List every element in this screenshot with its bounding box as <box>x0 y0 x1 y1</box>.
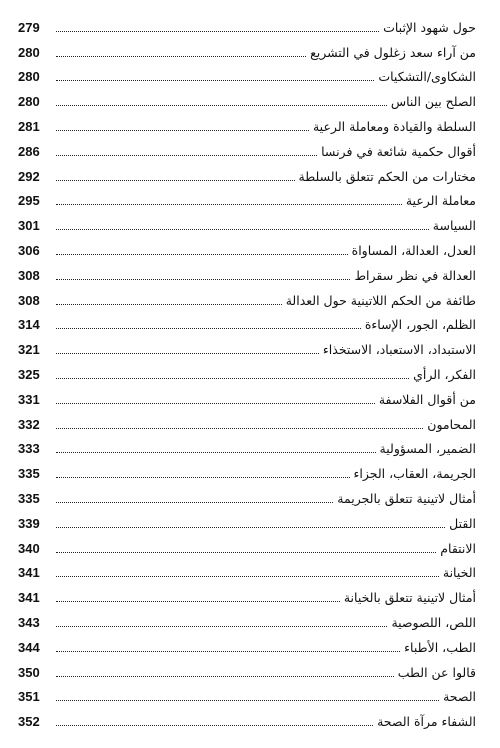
toc-title: المحامون <box>427 416 476 432</box>
dot-leader <box>56 254 348 255</box>
toc-page-number: 286 <box>18 143 40 159</box>
dot-leader <box>56 428 423 429</box>
toc-title: الخيانة <box>442 565 476 581</box>
dot-leader <box>56 403 375 404</box>
toc-page-number: 335 <box>18 490 40 506</box>
dot-leader <box>56 180 295 181</box>
toc-title: الظلم، الجور، الإساءة <box>364 317 476 333</box>
toc-page-number: 308 <box>18 267 40 283</box>
toc-title: حول شهود الإثبات <box>383 19 476 35</box>
toc-title: الضمير، المسؤولية <box>379 441 476 457</box>
toc-page-number: 325 <box>18 366 40 382</box>
toc-page-number: 343 <box>18 614 40 630</box>
toc-page-number: 351 <box>18 689 40 705</box>
toc-page-number: 280 <box>18 94 40 110</box>
dot-leader <box>56 725 373 726</box>
toc-entry <box>18 236 476 261</box>
dot-leader <box>56 328 361 329</box>
dot-leader <box>56 56 306 57</box>
dot-leader <box>56 378 409 379</box>
dot-leader <box>56 676 394 677</box>
toc-entry <box>18 385 476 410</box>
toc-page-number: 341 <box>18 590 40 606</box>
toc-title: أمثال لاتينية تتعلق بالخيانة <box>343 590 476 606</box>
dot-leader <box>56 651 400 652</box>
dot-leader <box>56 304 282 305</box>
toc-title: أمثال لاتينية تتعلق بالجريمة <box>337 490 476 506</box>
toc-page-number: 335 <box>18 466 40 482</box>
toc-title: العدل، العدالة، المساواة <box>351 242 476 258</box>
dot-leader <box>56 80 374 81</box>
toc-entry <box>18 534 476 559</box>
toc-page-number: 321 <box>18 342 40 358</box>
toc-entry <box>18 707 476 732</box>
dot-leader <box>56 204 402 205</box>
toc-title: طائفة من الحكم اللاتينية حول العدالة <box>285 292 476 308</box>
toc-page-number: 340 <box>18 540 40 556</box>
dot-leader <box>56 527 445 528</box>
toc-entry <box>18 187 476 212</box>
toc-page-number: 281 <box>18 118 40 134</box>
dot-leader <box>56 130 309 131</box>
toc-page-number: 332 <box>18 416 40 432</box>
toc-page-number: 295 <box>18 193 40 209</box>
toc-entry <box>18 286 476 311</box>
dot-leader <box>56 279 350 280</box>
toc-title: العدالة في نظر سقراط <box>354 267 476 283</box>
toc-entry <box>18 410 476 435</box>
toc-entry <box>18 211 476 236</box>
toc-entry <box>18 137 476 162</box>
toc-entry <box>18 633 476 658</box>
toc-entry <box>18 38 476 63</box>
toc-page-number: 352 <box>18 714 40 730</box>
toc-title: الفكر، الرأي <box>413 366 476 382</box>
dot-leader <box>56 353 319 354</box>
toc-title: قالوا عن الطب <box>397 664 476 680</box>
dot-leader <box>56 552 436 553</box>
dot-leader <box>56 626 387 627</box>
toc-page-number: 339 <box>18 515 40 531</box>
toc-page-number: 306 <box>18 242 40 258</box>
dot-leader <box>56 576 439 577</box>
toc-page-number: 301 <box>18 218 40 234</box>
toc-page-number: 350 <box>18 664 40 680</box>
toc-title: الانتقام <box>440 540 476 556</box>
toc-title: أقوال حكمية شائعة في فرنسا <box>321 143 476 159</box>
toc-entry <box>18 13 476 38</box>
toc-entry <box>18 335 476 360</box>
toc-entry <box>18 261 476 286</box>
dot-leader <box>56 477 350 478</box>
dot-leader <box>56 229 429 230</box>
dot-leader <box>56 601 340 602</box>
toc-title: الشفاء مرآة الصحة <box>377 714 476 730</box>
toc-title: الجريمة، العقاب، الجزاء <box>353 466 476 482</box>
dot-leader <box>56 31 379 32</box>
toc-title: الصحة <box>443 689 476 705</box>
toc-title: الصلح بين الناس <box>390 94 476 110</box>
toc-page-number: 279 <box>18 19 40 35</box>
toc-title: الشكاوى/التشكيات <box>378 69 476 85</box>
dot-leader <box>56 700 439 701</box>
toc-page-number: 280 <box>18 69 40 85</box>
toc-entry <box>18 509 476 534</box>
toc-title: مختارات من الحكم تتعلق بالسلطة <box>298 168 476 184</box>
dot-leader <box>56 105 387 106</box>
table-of-contents <box>18 13 476 732</box>
toc-page-number: 280 <box>18 44 40 60</box>
toc-page-number: 344 <box>18 639 40 655</box>
toc-page-number: 331 <box>18 391 40 407</box>
toc-title: الطب، الأطباء <box>404 639 476 655</box>
toc-entry <box>18 87 476 112</box>
dot-leader <box>56 155 317 156</box>
toc-entry <box>18 559 476 584</box>
toc-title: السلطة والقيادة ومعاملة الرعية <box>312 118 476 134</box>
toc-title: من آراء سعد زغلول في التشريع <box>310 44 476 60</box>
toc-page-number: 292 <box>18 168 40 184</box>
toc-title: السياسة <box>432 218 476 234</box>
toc-entry <box>18 63 476 88</box>
toc-entry <box>18 683 476 708</box>
toc-entry <box>18 311 476 336</box>
dot-leader <box>56 452 376 453</box>
toc-entry <box>18 459 476 484</box>
toc-entry <box>18 162 476 187</box>
toc-title: من أقوال الفلاسفة <box>378 391 476 407</box>
toc-entry <box>18 484 476 509</box>
toc-page-number: 314 <box>18 317 40 333</box>
toc-page-number: 308 <box>18 292 40 308</box>
dot-leader <box>56 502 333 503</box>
toc-title: اللص، اللصوصية <box>391 614 476 630</box>
toc-entry <box>18 608 476 633</box>
toc-page-number: 341 <box>18 565 40 581</box>
toc-title: معاملة الرعية <box>405 193 476 209</box>
toc-title: القتل <box>449 515 476 531</box>
toc-entry <box>18 583 476 608</box>
toc-entry <box>18 112 476 137</box>
toc-entry <box>18 360 476 385</box>
toc-title: الاستبداد، الاستعباد، الاستخذاء <box>322 342 476 358</box>
toc-entry <box>18 435 476 460</box>
toc-entry <box>18 658 476 683</box>
toc-page-number: 333 <box>18 441 40 457</box>
